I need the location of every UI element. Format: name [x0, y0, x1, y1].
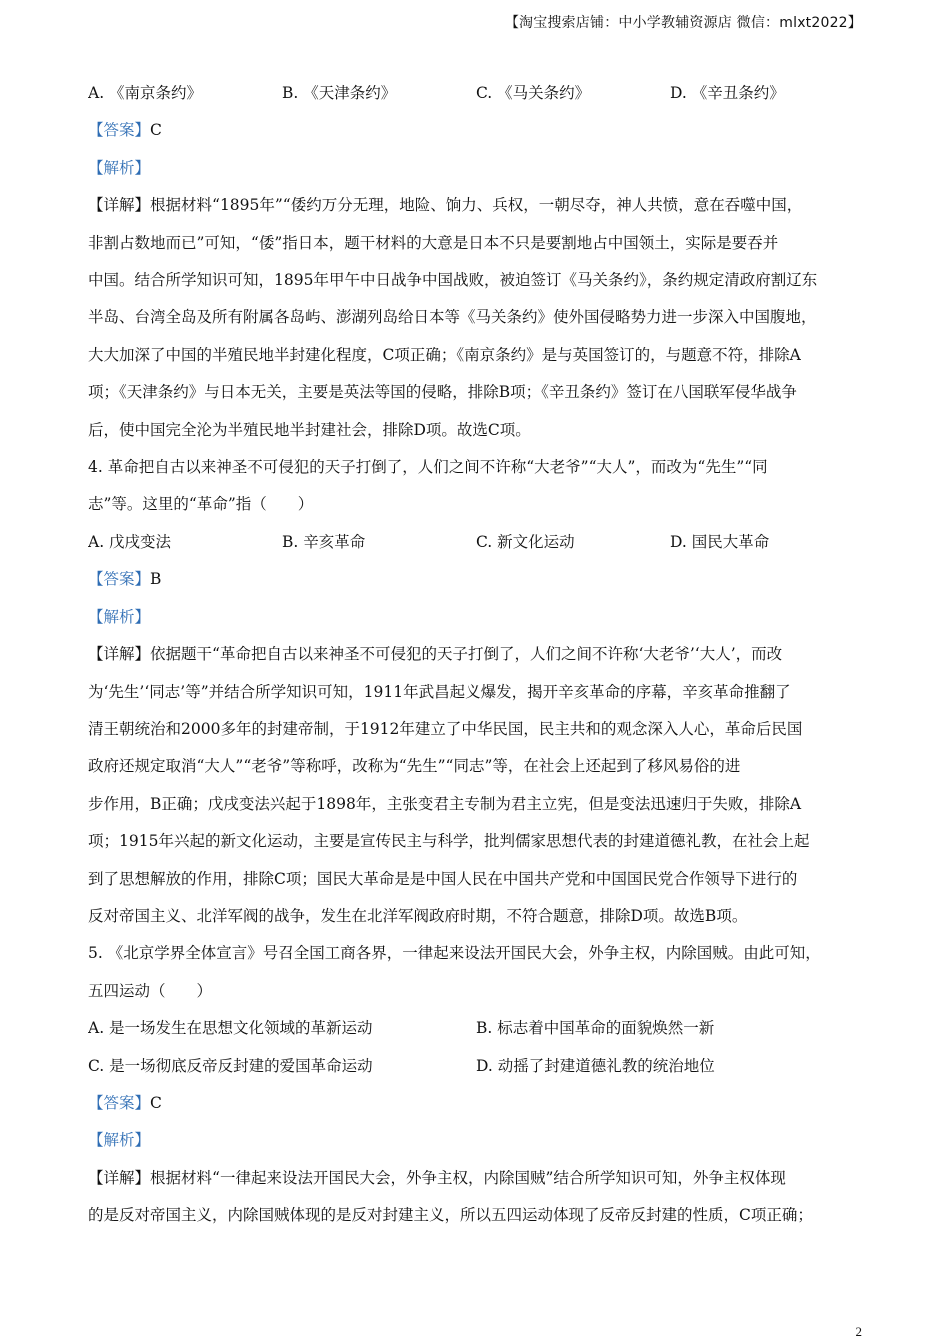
detail-tag: 【详解】 [88, 1168, 151, 1187]
q5-detail [88, 1160, 864, 1235]
q3-option-a: A. 《南京条约》 [88, 84, 203, 102]
detail-line: 政府还规定取消“大人”“老爷”等称呼，改称为“先生”“同志”等，在社会上还起到了移风易俗的进 [88, 757, 741, 776]
q3-option-c: C. 《马关条约》 [476, 84, 591, 102]
q5-stem-line: 5. 《北京学界全体宣言》号召全国工商各界，一律起来设法开国民大会，外争主权，内除国贼。由此可知， [88, 944, 821, 963]
detail-line: 依据题干“革命把自古以来神圣不可侵犯的天子打倒了，人们之间不许称‘大老爷’‘大人’，而改 [150, 645, 783, 664]
q3-options [88, 75, 864, 112]
answer-value: B [150, 570, 162, 589]
detail-tag: 【详解】 [88, 645, 151, 664]
q4-options [88, 524, 864, 561]
q4-detail [88, 636, 864, 935]
detail-line: 中国。结合所学知识可知，1895年甲午中日战争中国战败，被迫签订《马关条约》，条约规定清政府割辽东 [88, 271, 818, 290]
q5-option-d: D. 动摇了封建道德礼教的统治地位 [476, 1056, 715, 1075]
detail-line: 半岛、台湾全岛及所有附属各岛屿、澎湖列岛给日本等《马关条约》使外国侵略势力进一步深入中国腹地， [88, 308, 817, 327]
detail-line: 到了思想解放的作用，排除C项；国民大革命是是中国人民在中国共产党和中国国民党合作领导下进行的 [88, 869, 798, 888]
detail-line: 非割占数地而已”可知，“倭”指日本，题干材料的大意是日本不只是要割地占中国领土，实际是要吞并 [88, 233, 779, 252]
answer-value: C [150, 1093, 162, 1112]
q5-option-a: A. 是一场发生在思想文化领域的革新运动 [88, 1019, 373, 1038]
q3-analysis-tag: 【解析】 [88, 158, 151, 177]
q3-option-d: D. 《辛丑条约》 [670, 84, 785, 102]
q4-option-b: B. 辛亥革命 [282, 532, 366, 551]
detail-line: 大大加深了中国的半殖民地半封建化程度，C项正确；《南京条约》是与英国签订的，与题意不符，排除A [88, 345, 801, 364]
q5-answer [88, 1085, 864, 1122]
q5-option-b: B. 标志着中国革命的面貌焕然一新 [476, 1019, 715, 1038]
q4-stem-line: 4. 革命把自古以来神圣不可侵犯的天子打倒了，人们之间不许称“大老爷”“大人”，而改为“先生”“同 [88, 458, 768, 477]
answer-value: C [150, 121, 162, 140]
q5-analysis-tag: 【解析】 [88, 1131, 151, 1150]
q3-option-b: B. 《天津条约》 [282, 84, 397, 102]
q4-analysis-tag: 【解析】 [88, 607, 151, 626]
answer-tag: 【答案】 [88, 121, 151, 140]
q4-stem-line: 志”等。这里的“革命”指（ ） [88, 495, 314, 514]
q5-option-c: C. 是一场彻底反帝反封建的爱国革命运动 [88, 1056, 373, 1075]
q5-options-row-1 [88, 1010, 864, 1047]
detail-line: 的是反对帝国主义，内除国贼体现的是反对封建主义，所以五四运动体现了反帝反封建的性质，C项正确； [88, 1206, 813, 1225]
q3-answer [88, 112, 864, 149]
detail-line: 根据材料“1895年”“倭约万分无理，地险、饷力、兵权，一朝尽夺，神人共愤，意在吞噬中国， [150, 196, 803, 215]
detail-line: 为‘先生’‘同志’等”并结合所学知识可知，1911年武昌起义爆发，揭开辛亥革命的序幕，辛亥革命推翻了 [88, 682, 791, 701]
document-body [88, 75, 864, 1235]
detail-line: 清王朝统治和2000多年的封建帝制，于1912年建立了中华民国，民主共和的观念深入人心，革命后民国 [88, 719, 803, 738]
answer-tag: 【答案】 [88, 1093, 151, 1112]
detail-line: 项；《天津条约》与日本无关，主要是英法等国的侵略，排除B项；《辛丑条约》签订在八国联军侵华战争 [88, 383, 797, 402]
page-header: 【淘宝搜索店铺：中小学教辅资源店 微信：mlxt2022】 [504, 15, 862, 31]
page-number: 2 [855, 1324, 862, 1339]
detail-line: 步作用，B正确；戊戌变法兴起于1898年，主张变君主专制为君主立宪，但是变法迅速归于失败，排除A [88, 794, 802, 813]
detail-line: 反对帝国主义、北洋军阀的战争，发生在北洋军阀政府时期，不符合题意，排除D项。故选B项。 [88, 906, 748, 925]
detail-tag: 【详解】 [88, 196, 151, 215]
q4-option-a: A. 戊戌变法 [88, 532, 172, 551]
answer-tag: 【答案】 [88, 570, 151, 589]
q4-option-d: D. 国民大革命 [670, 532, 770, 551]
detail-line: 根据材料“一律起来设法开国民大会，外争主权，内除国贼”结合所学知识可知，外争主权体现 [150, 1168, 786, 1187]
q4-option-c: C. 新文化运动 [476, 532, 575, 551]
q3-detail [88, 187, 864, 449]
q5-options-row-2 [88, 1048, 864, 1085]
detail-line: 项；1915年兴起的新文化运动，主要是宣传民主与科学，批判儒家思想代表的封建道德礼教，在社会上起 [88, 832, 810, 851]
q4-answer [88, 561, 864, 598]
q5-stem-line: 五四运动（ ） [88, 981, 213, 1000]
detail-line: 后，使中国完全沦为半殖民地半封建社会，排除D项。故选C项。 [88, 420, 531, 439]
